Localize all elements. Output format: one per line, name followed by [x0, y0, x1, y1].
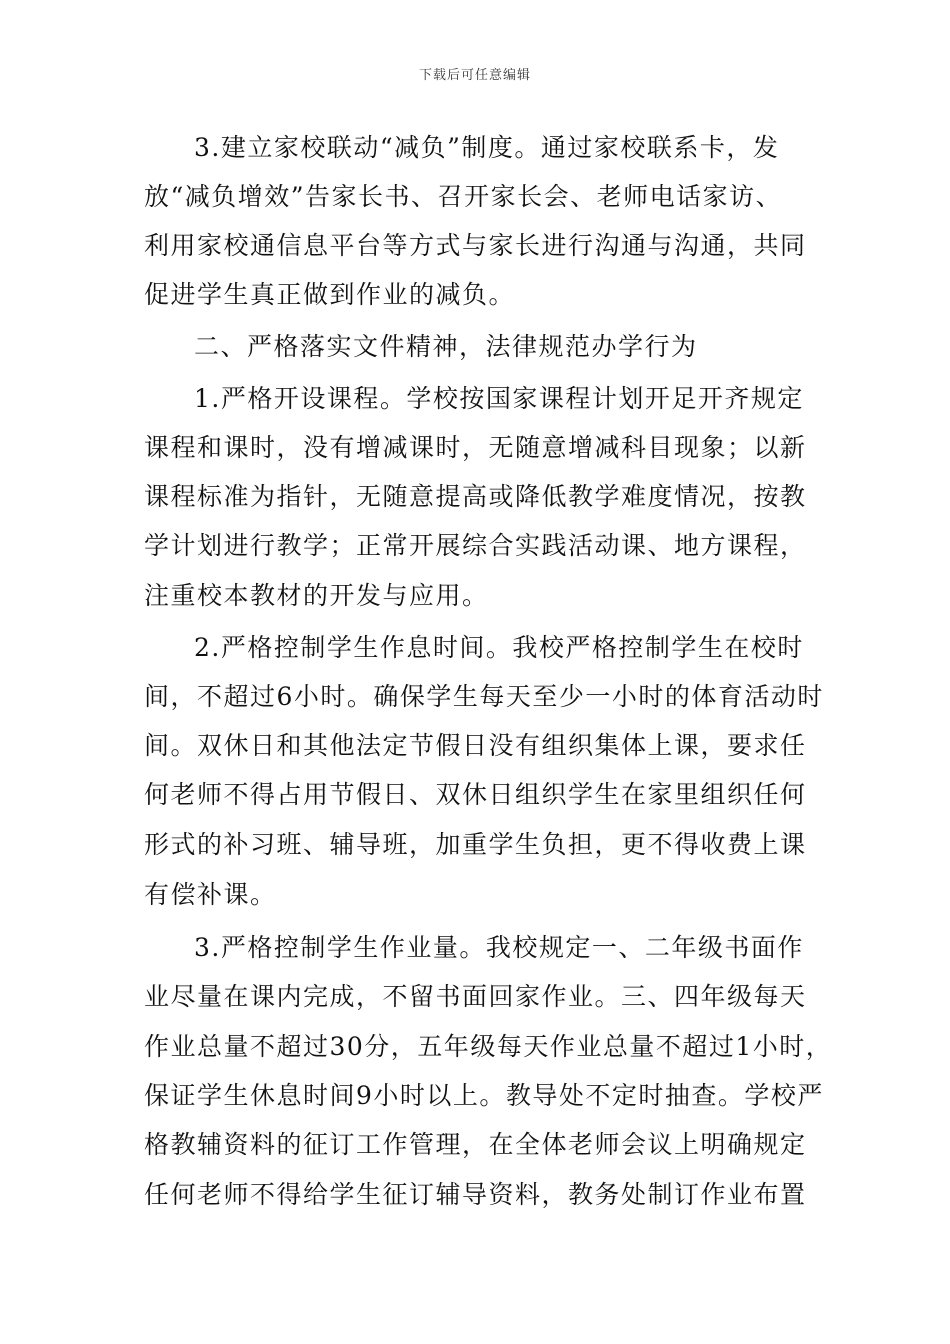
text-line: 间，不超过6小时。确保学生每天至少一小时的体育活动时 [144, 682, 824, 711]
text-line: 学计划进行教学；正常开展综合实践活动课、地方课程， [144, 531, 807, 560]
text-line: 课程和课时，没有增减课时，无随意增减科目现象；以新 [144, 433, 807, 462]
text-line: 3.建立家校联动“减负”制度。通过家校联系卡，发 [194, 133, 780, 162]
text-line: 业尽量在课内完成，不留书面回家作业。三、四年级每天 [144, 982, 807, 1011]
text-line: 注重校本教材的开发与应用。 [144, 581, 489, 610]
page-header: 下载后可任意编辑 [418, 68, 531, 83]
text-line: 利用家校通信息平台等方式与家长进行沟通与沟通，共同 [144, 231, 807, 260]
text-line: 作业总量不超过30分，五年级每天作业总量不超过1小时， [144, 1032, 833, 1061]
text-line: 何老师不得占用节假日、双休日组织学生在家里组织任何 [144, 780, 807, 809]
text-line: 形式的补习班、辅导班，加重学生负担，更不得收费上课 [144, 830, 807, 859]
text-line: 间。双休日和其他法定节假日没有组织集体上课，要求任 [144, 731, 807, 760]
text-line: 放“减负增效”告家长书、召开家长会、老师电话家访、 [144, 182, 783, 211]
text-line: 格教辅资料的征订工作管理，在全体老师会议上明确规定 [144, 1130, 807, 1159]
text-line: 2.严格控制学生作息时间。我校严格控制学生在校时 [194, 633, 804, 662]
text-line: 有偿补课。 [144, 880, 277, 909]
text-line: 保证学生休息时间9小时以上。教导处不定时抽查。学校严 [144, 1081, 824, 1110]
text-line: 1.严格开设课程。学校按国家课程计划开足开齐规定 [194, 384, 804, 413]
text-line: 课程标准为指针，无随意提高或降低教学难度情况，按教 [144, 482, 807, 511]
text-line: 促进学生真正做到作业的减负。 [144, 280, 516, 309]
section-heading: 二、严格落实文件精神，法律规范办学行为 [194, 332, 698, 361]
text-line: 任何老师不得给学生征订辅导资料，教务处制订作业布置 [144, 1180, 807, 1209]
text-line: 3.严格控制学生作业量。我校规定一、二年级书面作 [194, 933, 804, 962]
